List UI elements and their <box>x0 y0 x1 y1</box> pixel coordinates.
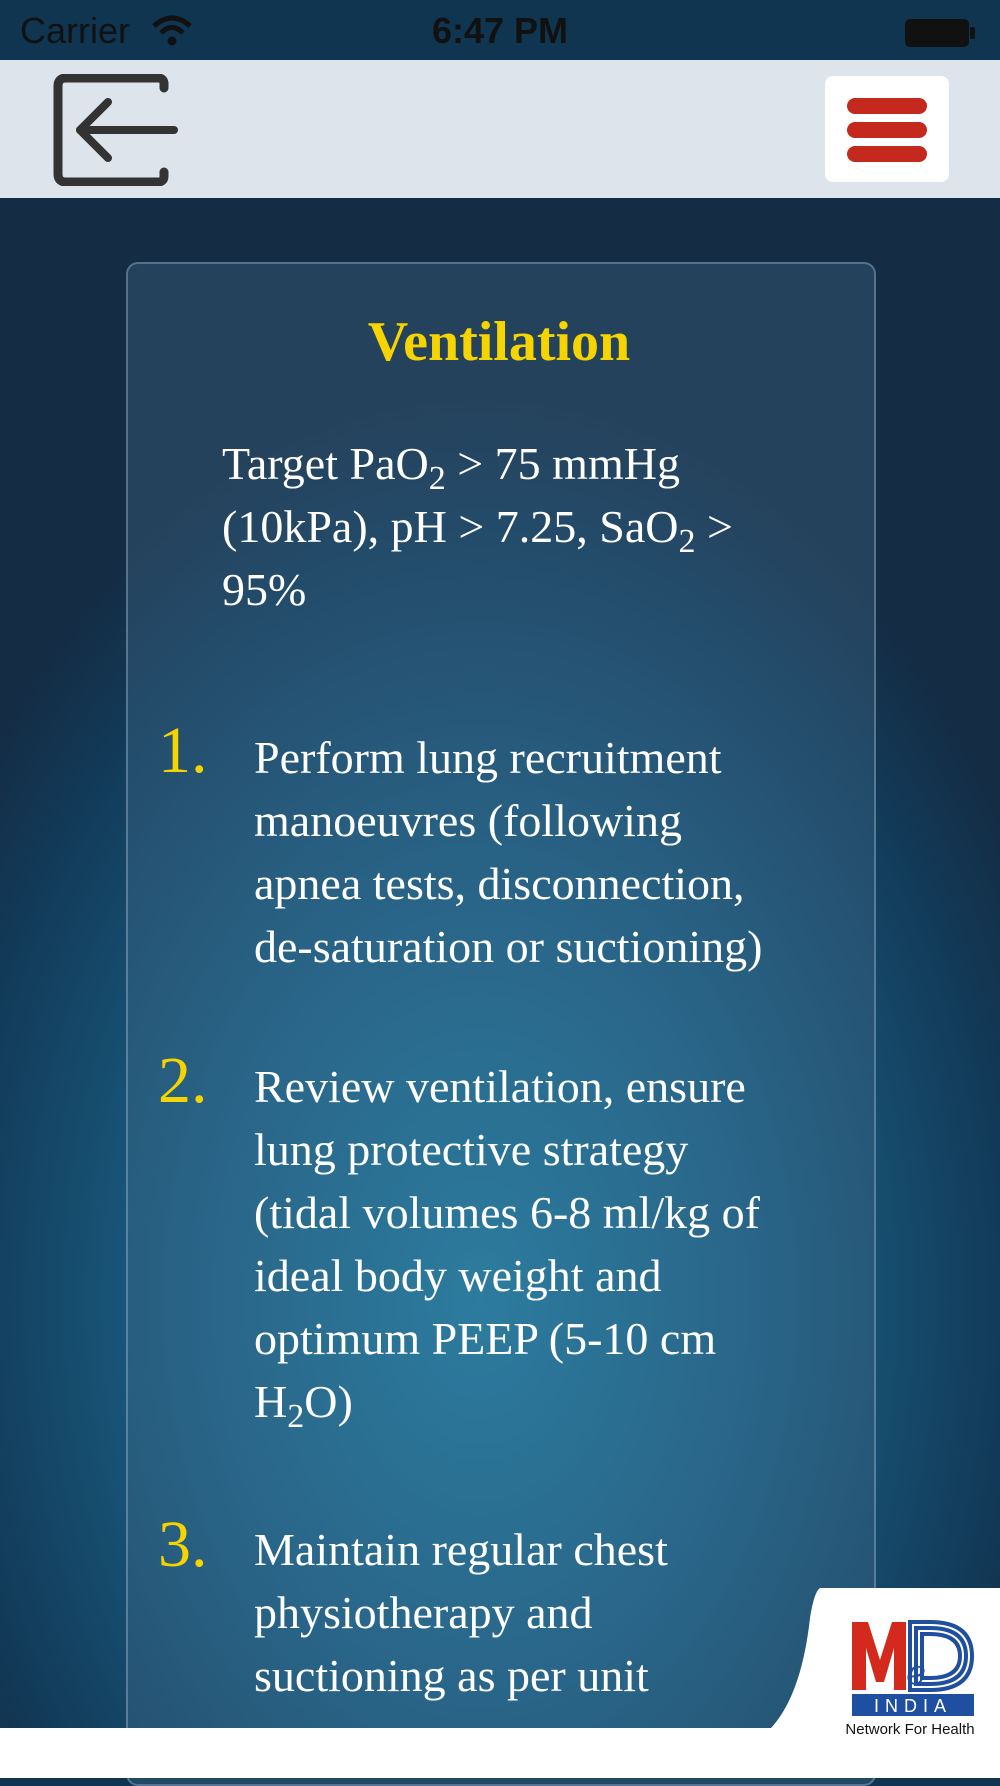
list-number: 3. <box>158 1508 208 1581</box>
intro-text: Target PaO$_2$ > 75 mmHg (10kPa), pH > 7.25, SaO$_2$ > 95% <box>222 438 733 615</box>
svg-text:INDIA: INDIA <box>873 1696 953 1716</box>
svg-text:Network For Health: Network For Health <box>845 1721 975 1738</box>
carrier-label: Carrier <box>20 10 131 51</box>
menu-button[interactable] <box>825 76 949 182</box>
status-bar <box>0 0 1000 60</box>
back-button[interactable] <box>52 74 182 186</box>
list-number: 1. <box>158 714 208 787</box>
list-item-text: Perform lung recruitment manoeuvres (following apnea tests, disconnection, de-saturation or suctioning) <box>254 732 763 972</box>
list-number: 2. <box>158 1044 208 1117</box>
back-arrow-icon <box>52 74 182 186</box>
svg-text:e: e <box>906 1653 927 1693</box>
list-item-text: Review ventilation, ensure lung protective strategy (tidal volumes 6-8 ml/kg of ideal body weight and optimum PEEP (5-10 cm $H_2O$) <box>254 1061 760 1435</box>
nav-bar <box>0 60 1000 198</box>
battery-icon <box>904 18 976 48</box>
page-title: Ventilation <box>367 311 631 373</box>
status-time: 6:47 PM <box>431 10 569 51</box>
md-india-logo <box>760 1588 1000 1738</box>
list-item-text: Maintain regular chest physiotherapy and suctioning as per unit <box>254 1524 668 1701</box>
